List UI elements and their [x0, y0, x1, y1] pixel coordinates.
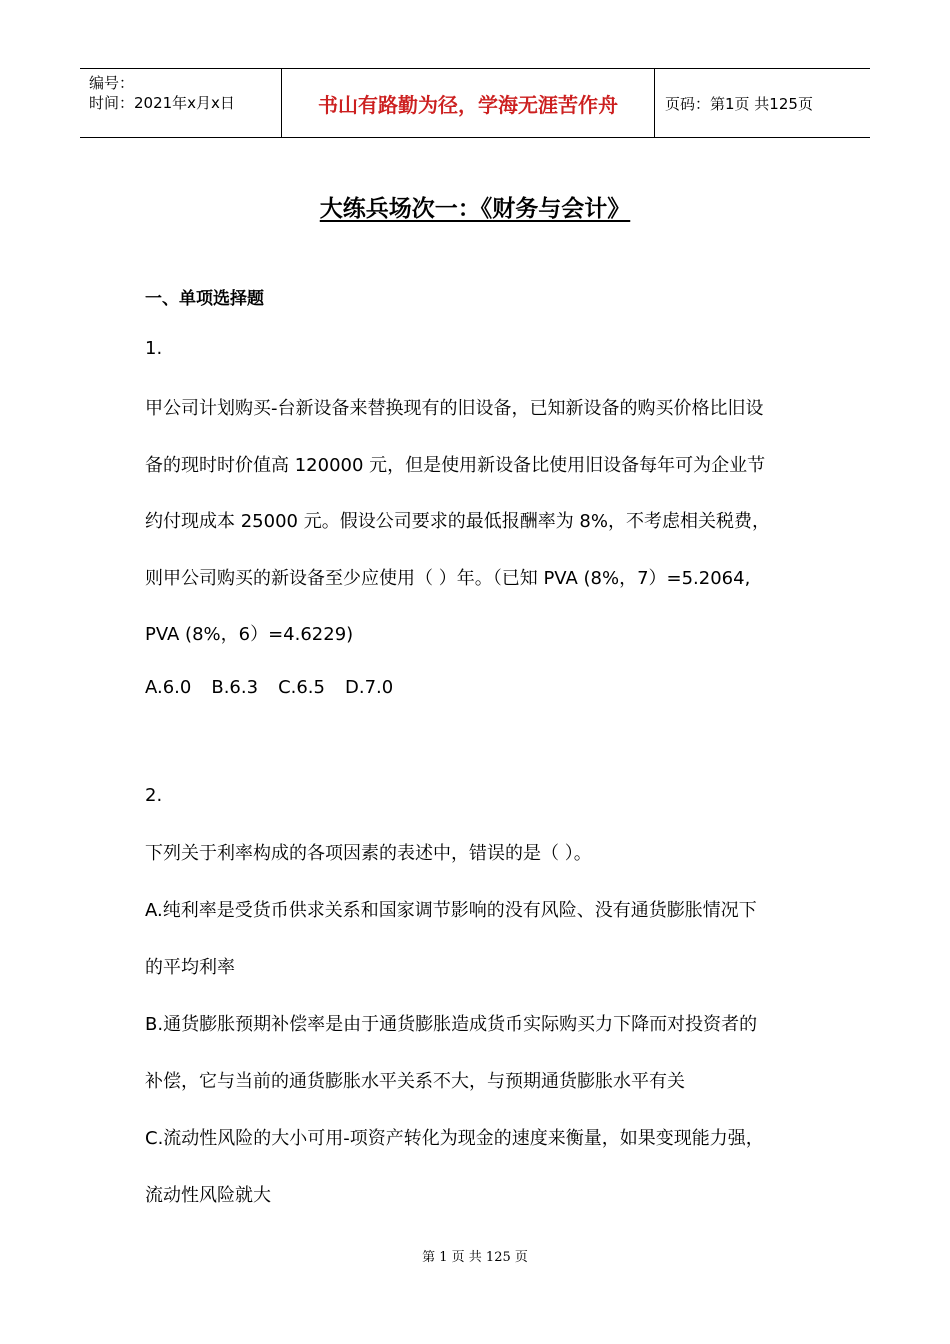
answer-options	[145, 677, 413, 698]
question-text-line: 甲公司计划购买-台新设备来替换现有的旧设备，已知新设备的购买价格比旧设	[145, 398, 764, 419]
option-text-line: A.纯利率是受货币供求关系和国家调节影响的没有风险、没有通货膨胀情况下	[145, 900, 757, 921]
option-d: D.7.0	[344, 677, 394, 698]
page-header	[80, 68, 870, 138]
header-meta	[89, 73, 235, 113]
date-line: 时间：2021年x月x日	[89, 94, 235, 112]
header-divider	[654, 69, 655, 137]
option-text-line: B.通货膨胀预期补偿率是由于通货膨胀造成货币实际购买力下降而对投资者的	[145, 1014, 758, 1035]
option-b: B.6.3	[211, 677, 259, 698]
question-text-line: 则甲公司购买的新设备至少应使用（ ）年。（已知 PVA (8%，7）=5.2064,	[145, 568, 751, 589]
question-text-line: 下列关于利率构成的各项因素的表述中，错误的是（ ）。	[145, 843, 592, 864]
question-text-line: 约付现成本 25000 元。假设公司要求的最低报酬率为 8%，不考虑相关税费，	[145, 511, 770, 532]
option-text-line: 补偿，它与当前的通货膨胀水平关系不大，与预期通货膨胀水平有关	[145, 1071, 685, 1092]
option-text-line: C.流动性风险的大小可用-项资产转化为现金的速度来衡量，如果变现能力强，	[145, 1128, 764, 1149]
question-number: 1.	[145, 338, 163, 359]
option-text-line: 流动性风险就大	[145, 1185, 271, 1206]
question-text-line: PVA (8%，6）=4.6229)	[145, 624, 354, 645]
header-motto: 书山有路勤为径，学海无涯苦作舟	[318, 92, 618, 117]
document-title: 大练兵场次一：《财务与会计》	[319, 196, 631, 222]
serial-label: 编号：	[89, 74, 135, 92]
question-text-line: 备的现时时价值高 120000 元，但是使用新设备比使用旧设备每年可为企业节	[145, 455, 766, 476]
document-title-wrap	[0, 190, 950, 223]
option-text-line: 的平均利率	[145, 957, 235, 978]
header-page-info: 页码：第1页 共125页	[665, 94, 813, 113]
page-footer: 第 1 页 共 125 页	[422, 1250, 528, 1265]
option-c: C.6.5	[278, 677, 325, 698]
question-number: 2.	[145, 785, 163, 806]
section-heading: 一、单项选择题	[145, 289, 264, 309]
option-a: A.6.0	[145, 677, 192, 698]
